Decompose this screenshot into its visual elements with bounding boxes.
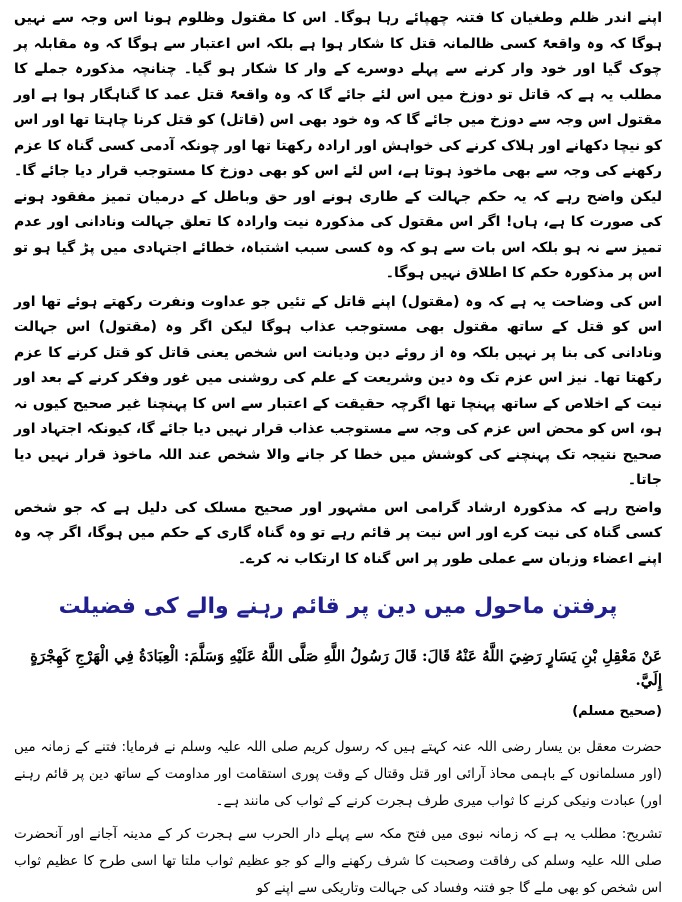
body-paragraph: واضح رہے کہ مذکورہ ارشاد گرامی اس مشہور اور صحیح مسلک کی دلیل ہے کہ جو شخص کسی گناہ کی نیت کرے اور اس نیت پر قائم رہے تو وہ گناہ گاری کے حکم میں ہوگا، اگر چہ وہ اپنے اعضاء وزبان سے عملی طور پر اس گناہ کا ارتکاب نہ کرے۔ xyxy=(14,499,662,567)
hadith-explanation: تشریح: مطلب یہ ہے کہ زمانہ نبوی میں فتح مکہ سے پہلے دار الحرب سے ہجرت کر کے مدینہ آجانے اور آنحضرت صلی اللہ علیہ وسلم کی رفاقت وصحبت کا شرف رکھنے والے کو جو عظیم ثواب ملتا تھا اسی طرح کا عظیم ثواب اس شخص کو بھی ملے گا جو فتنہ وفساد کی جہالت وتاریکی سے اپنے کو xyxy=(14,826,662,896)
body-paragraph: اس کی وضاحت یہ ہے کہ وہ (مقتول) اپنے قاتل کے تئیں جو عداوت ونفرت رکھتے ہوئے تھا اور اس کو قتل کے ساتھ مقتول بھی مستوجب عذاب ہوگا لیکن اگر وہ (مقتول) اس جہالت ونادانی کی بنا پر نہیں بلکہ وہ از روئے دین ودیانت اس شخص یعنی قاتل کو قتل کرنے کا عزم رکھتا تھا۔ نیز اس عزم تک وہ دین وشریعت کے علم کی روشنی میں غور وفکر کرنے کے بعد اور نیت کے اخلاص کے ساتھ پہنچا تھا اگرچہ حقیقت کے اعتبار سے اس کا پہنچنا غیر صحیح کیوں نہ ہو، اس کو محض اس عزم کی وجہ سے مستوجب عذاب قرار نہیں دیا جائے گا، کیونکہ اجتہاد اور صحیح نتیجہ تک پہنچنے کی کوشش میں خطا کر جانے والا شخص عند اللہ ماخوذ قرار نہیں دیا جاتا۔ xyxy=(14,293,662,488)
arabic-hadith-text: عَنْ مَعْقِلِ بْنِ يَسَارٍ رَضِيَ اللَّهُ عَنْهُ قَالَ: قَالَ رَسُولُ اللَّهِ صَلَّى اللَّهُ عَلَيْهِ وَسَلَّمَ: الْعِبَادَةُ فِي الْهَرْجِ كَهِجْرَةٍ إِلَيَّ. xyxy=(30,647,662,689)
hadith-source: (صحیح مسلم) xyxy=(572,704,662,719)
hadith-translation: حضرت معقل بن یسار رضی اللہ عنہ کہتے ہیں کہ رسول کریم صلی اللہ علیہ وسلم نے فرمایا: فتنے کے زمانہ میں (اور مسلمانوں کے باہمی محاذ آرائی اور قتل وقتال کے وقت پوری استقامت اور مداومت کے ساتھ دین پر قائم رہنے اور) عبادت ونیکی کرنے کا ثواب میری طرف ہجرت کرنے کے ثواب کی مانند ہے۔ xyxy=(14,739,662,809)
section-heading: پرفتن ماحول میں دین پر قائم رہنے والے کی فضیلت xyxy=(58,594,618,619)
body-paragraph: اپنے اندر ظلم وطغیان کا فتنہ چھپائے رہا ہوگا۔ اس کا مقتول وظلوم ہونا اس وجہ سے نہیں ہوگا کہ وہ واقعۃً کسی ظالمانہ قتل کا شکار ہوا ہے بلکہ اس اعتبار سے ہوگا کہ وہ مقابلہ پر چوک گیا اور خود وار کرنے سے پہلے دوسرے کے وار کا شکار ہو گیا۔ چنانچہ مذکورہ جملے کا مطلب یہ ہے کہ قاتل تو دوزخ میں اس لئے جائے گا کہ وہ واقعۃً قتل عمد کا گناہگار ہوا ہے اور مقتول اس وجہ سے دوزخ میں جائے گا کہ وہ خود بھی اس (قاتل) کو قتل کرنا چاہتا تھا اور اس کو نیچا دکھانے اور ہلاک کرنے کی خواہش اور ارادہ رکھتا تھا اور چونکہ آدمی کسی گناہ کا عزم رکھنے کی وجہ سے بھی ماخوذ ہوتا ہے، اس لئے اس کو بھی دوزخ کا مستوجب قرار دیا جائے گا۔ لیکن واضح رہے کہ یہ حکم جہالت کے طاری ہونے اور حق وباطل کے درمیان تمیز مفقود ہونے کی صورت کا ہے، ہاں! اگر اس مقتول کی مذکورہ نیت وارادہ کا تعلق جہالت ونادانی اور عدم تمیز سے نہ ہو بلکہ اس بات سے ہو کہ وہ کسی سبب اشتباہ، خطائے اجتہادی میں پڑ گیا ہو تو اس پر مذکورہ حکم کا اطلاق نہیں ہوگا۔ xyxy=(14,10,662,281)
